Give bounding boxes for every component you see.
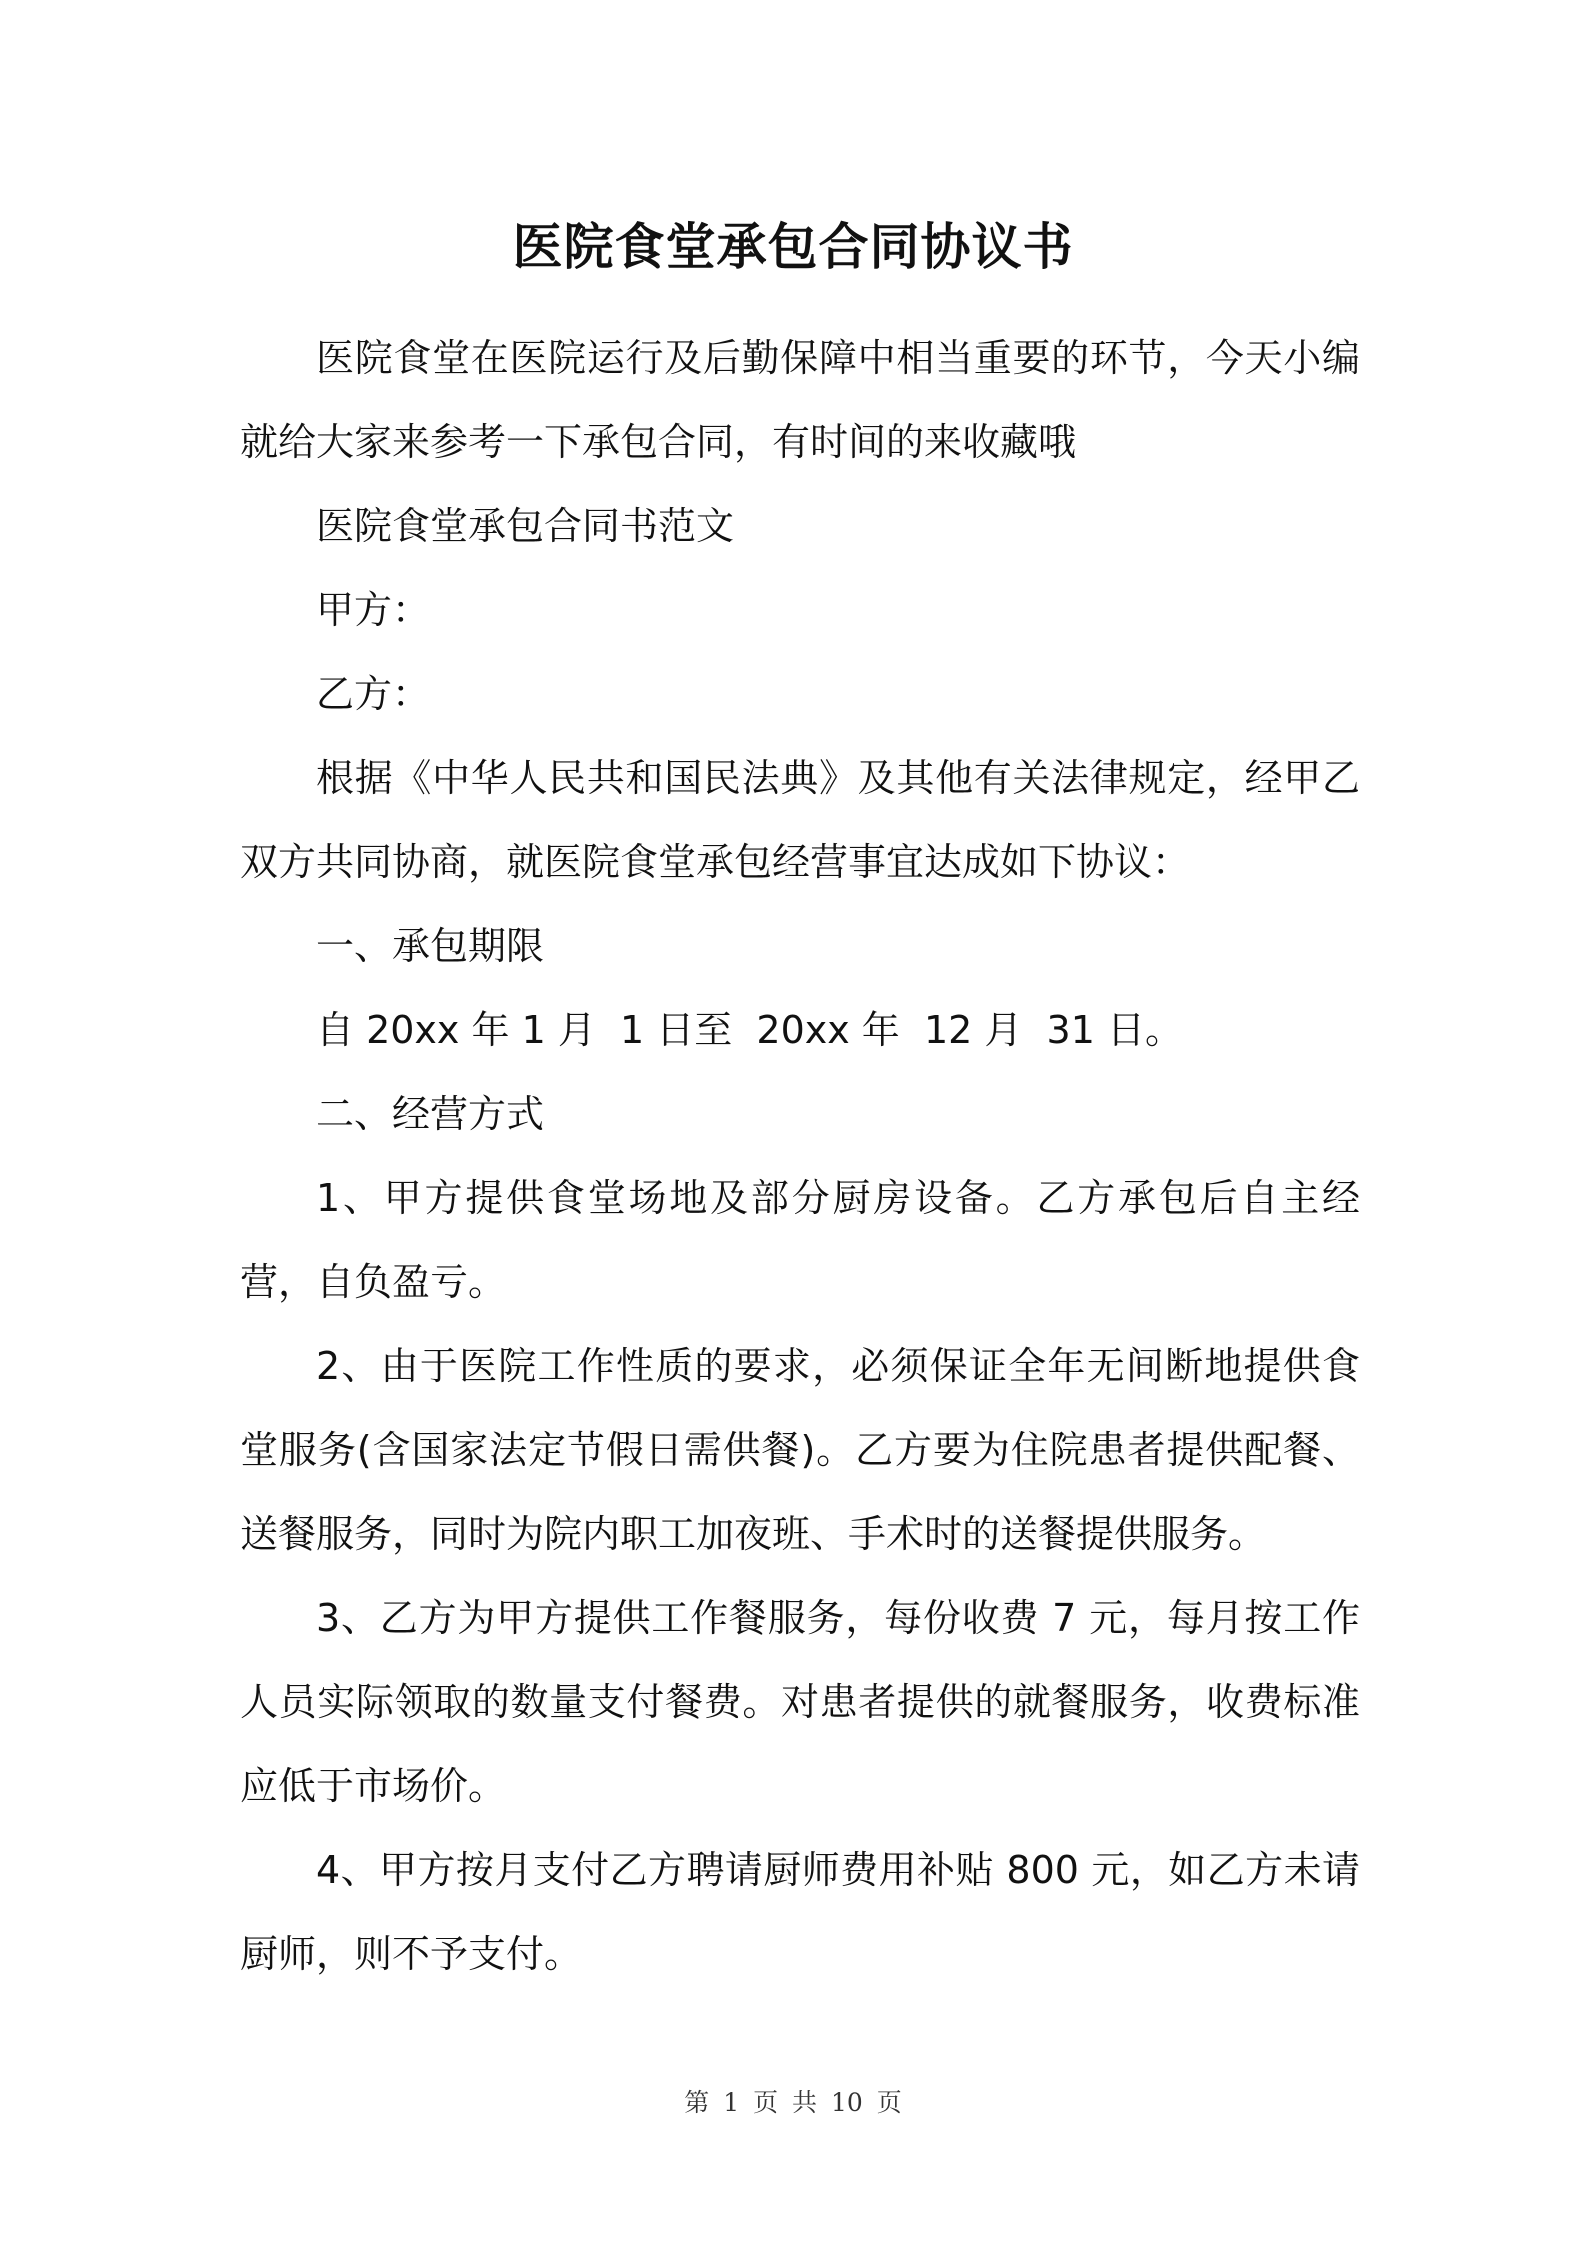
clause-4: 4、甲方按月支付乙方聘请厨师费用补贴 800 元，如乙方未请厨师，则不予支付。 <box>240 1848 1360 1976</box>
clause-1: 1、甲方提供食堂场地及部分厨房设备。乙方承包后自主经营，自负盈亏。 <box>240 1176 1360 1304</box>
document-title: 医院食堂承包合同协议书 <box>512 218 1074 276</box>
paragraph-term-dates: 自 20xx 年 1 月 1 日至 20xx 年 12 月 31 日。 <box>316 1008 1183 1052</box>
clause-3: 3、乙方为甲方提供工作餐服务，每份收费 7 元，每月按工作人员实际领取的数量支付餐费。对患者提供的就餐服务，收费标准应低于市场价。 <box>240 1596 1360 1808</box>
section-heading-term: 一、承包期限 <box>316 924 545 968</box>
page-number-footer: 第 1 页 共 10 页 <box>684 2088 902 2117</box>
paragraph-intro: 医院食堂在医院运行及后勤保障中相当重要的环节，今天小编就给大家来参考一下承包合同，有时间的来收藏哦 <box>240 336 1360 464</box>
paragraph-party-a: 甲方： <box>316 588 431 632</box>
paragraph-party-b: 乙方： <box>316 672 431 716</box>
document-body <box>240 316 1360 1996</box>
paragraph-subtitle: 医院食堂承包合同书范文 <box>316 504 735 548</box>
section-heading-operation: 二、经营方式 <box>316 1092 545 1136</box>
paragraph-preamble: 根据《中华人民共和国民法典》及其他有关法律规定，经甲乙双方共同协商，就医院食堂承包经营事宜达成如下协议： <box>240 756 1360 884</box>
clause-2: 2、由于医院工作性质的要求，必须保证全年无间断地提供食堂服务(含国家法定节假日需供餐)。乙方要为住院患者提供配餐、送餐服务，同时为院内职工加夜班、手术时的送餐提供服务。 <box>240 1344 1360 1556</box>
